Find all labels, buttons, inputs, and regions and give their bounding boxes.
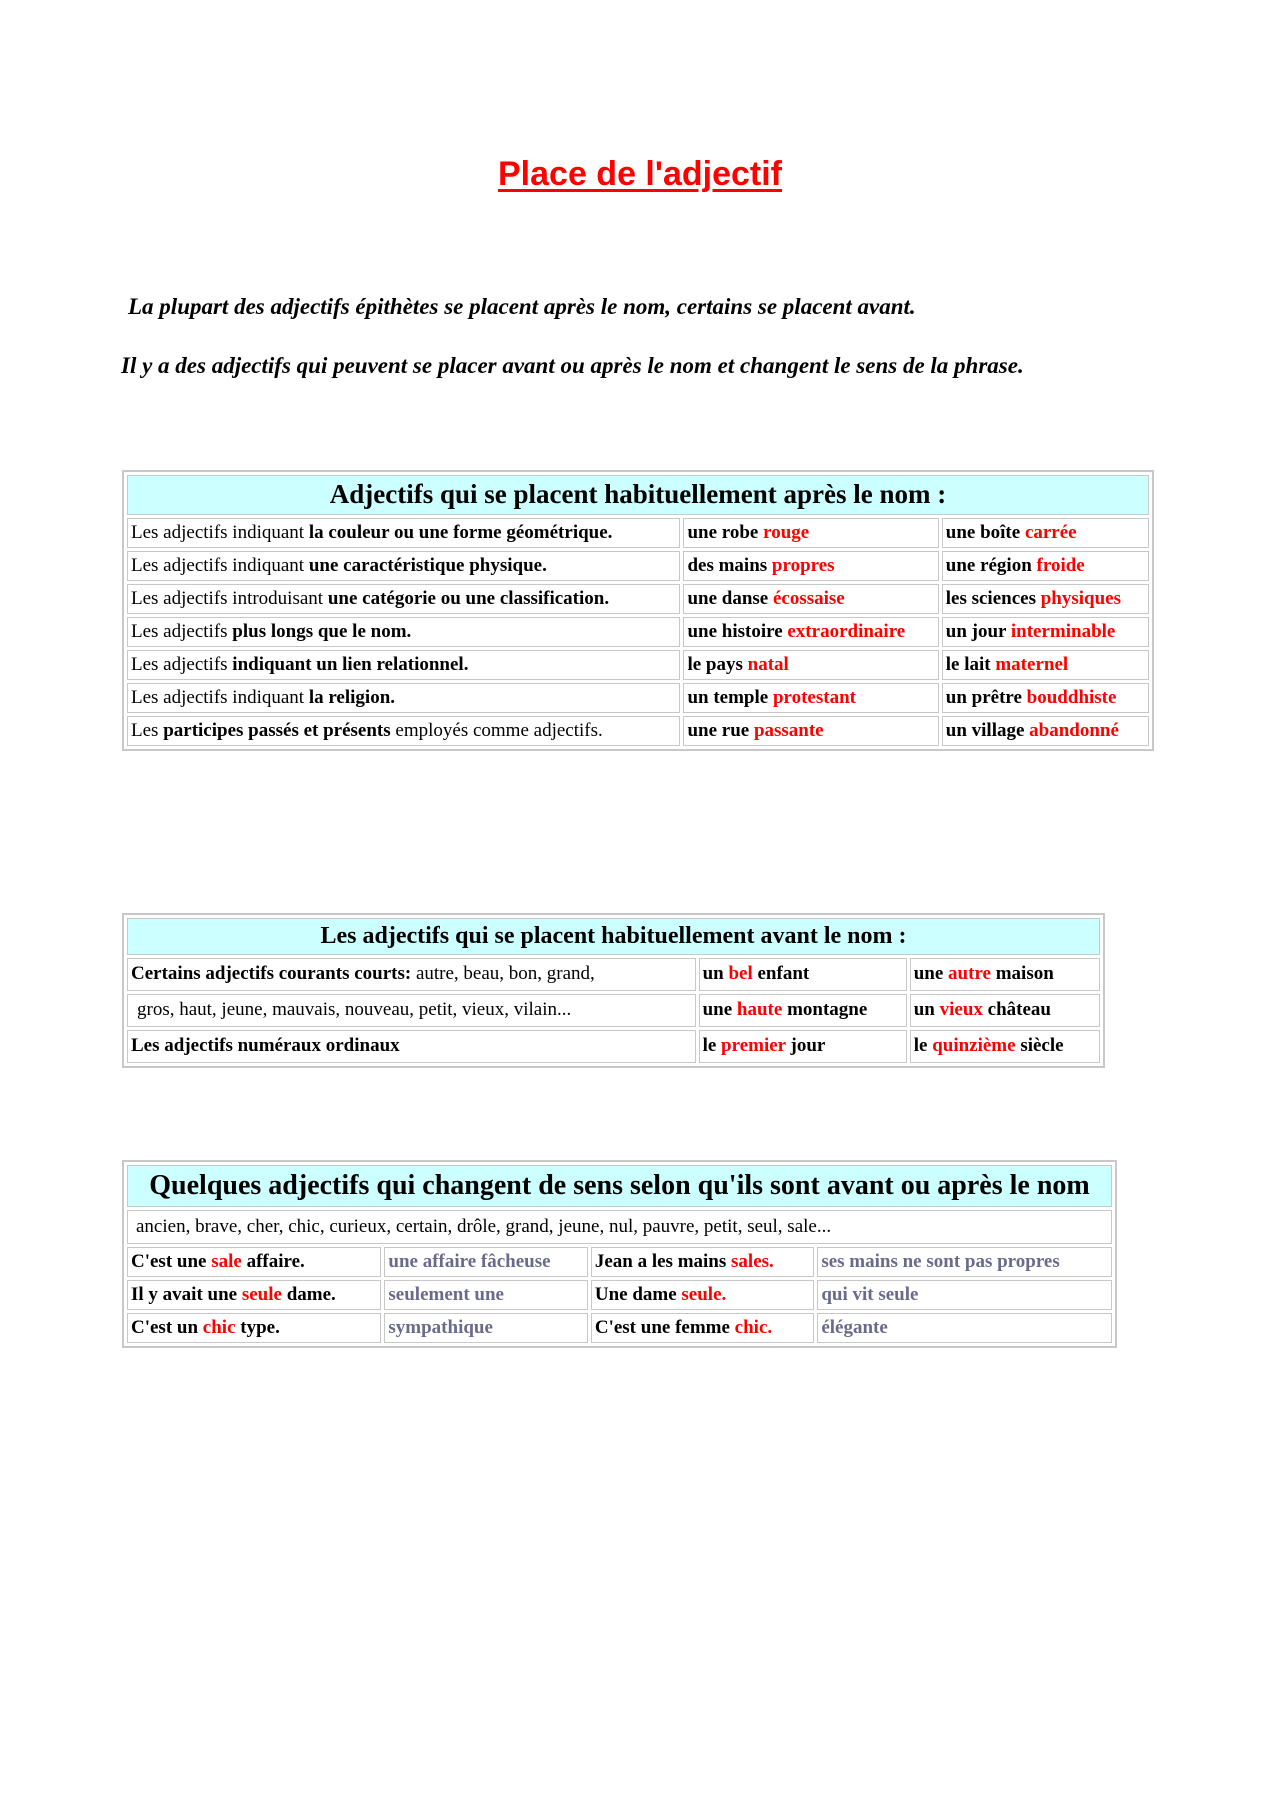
example-adjective: bel — [728, 963, 753, 985]
example-adjective: maternel — [995, 653, 1069, 675]
table-row — [127, 1313, 1112, 1343]
example-pre: Jean a les mains — [594, 1250, 732, 1272]
example-pre: un — [913, 999, 940, 1021]
table-row — [127, 551, 1149, 581]
example-post: château — [982, 999, 1051, 1021]
example-adjective: carrée — [1024, 521, 1077, 543]
table-row — [127, 617, 1149, 647]
meaning-change-table — [122, 1160, 1117, 1348]
rule-text: gros, haut, jeune, mauvais, nouveau, petit, vieux, vilain... — [137, 999, 572, 1021]
example-pre: C'est un — [131, 1316, 203, 1338]
example-pre: Il y avait une — [131, 1283, 242, 1305]
example-cell — [910, 958, 1100, 991]
example-cell — [127, 1247, 381, 1277]
example-cell — [942, 617, 1149, 647]
page-title: Place de l'adjectif — [498, 155, 782, 193]
rule-bold: Les adjectifs numéraux ordinaux — [131, 1035, 400, 1057]
example-adjective: quinzième — [932, 1035, 1016, 1057]
example-cell — [942, 551, 1149, 581]
table-row — [127, 650, 1149, 680]
example-cell — [942, 683, 1149, 713]
example-pre: une — [913, 963, 949, 985]
rule-cell — [127, 617, 680, 647]
rule-bold: la couleur ou une forme géométrique. — [308, 521, 613, 543]
example-pre: un — [702, 963, 729, 985]
adjective-list-row — [127, 1210, 1112, 1244]
example-adjective: bouddhiste — [1026, 686, 1117, 708]
rule-cell — [127, 683, 680, 713]
rule-bold: plus longs que le nom. — [232, 620, 412, 642]
rule-cell — [127, 551, 680, 581]
example-pre: C'est une — [131, 1250, 212, 1272]
table-row — [127, 1280, 1112, 1310]
example-cell — [683, 584, 938, 614]
example-cell — [127, 1280, 381, 1310]
rule-bold: une caractéristique physique. — [308, 554, 547, 576]
example-noun: une histoire — [687, 620, 788, 642]
example-adjective: premier — [721, 1035, 786, 1057]
example-cell — [591, 1247, 814, 1277]
rule-bold: une catégorie ou une classification. — [327, 587, 610, 609]
example-cell — [699, 1030, 907, 1063]
example-adjective: froide — [1036, 554, 1085, 576]
rule-text: Les — [131, 719, 164, 741]
rule-cell — [127, 650, 680, 680]
rule-cell — [127, 716, 680, 746]
example-noun: des mains — [687, 554, 772, 576]
table-row — [127, 584, 1149, 614]
table-row — [127, 994, 1100, 1027]
rule-cell — [127, 584, 680, 614]
example-post: jour — [785, 1035, 826, 1057]
example-adjective: écossaise — [772, 587, 845, 609]
example-post: type. — [235, 1316, 280, 1338]
table-row — [127, 716, 1149, 746]
table-header-row — [127, 918, 1100, 955]
example-pre: C'est une femme — [594, 1316, 735, 1338]
example-pre: le — [702, 1035, 722, 1057]
table-row — [127, 518, 1149, 548]
table-row — [127, 1030, 1100, 1063]
meaning-cell: sympathique — [384, 1313, 587, 1343]
table-heading: Quelques adjectifs qui changent de sens selon qu'ils sont avant ou après le nom — [127, 1165, 1112, 1207]
example-noun: une boîte — [945, 521, 1025, 543]
table-header-row — [127, 1165, 1112, 1207]
meaning-cell: ses mains ne sont pas propres — [817, 1247, 1112, 1277]
rule-cell — [127, 1030, 696, 1063]
example-cell — [591, 1280, 814, 1310]
intro-paragraph: Il y a des adjectifs qui peuvent se placer avant ou après le nom et changent le sens de la phrase. — [121, 353, 1024, 378]
rule-bold: Certains adjectifs courants courts: — [131, 963, 412, 985]
example-cell — [942, 584, 1149, 614]
example-cell — [683, 650, 938, 680]
example-noun: le pays — [687, 653, 748, 675]
rule-cell — [127, 994, 696, 1027]
rule-text: Les adjectifs — [131, 653, 233, 675]
example-noun: une danse — [687, 587, 773, 609]
example-cell — [683, 518, 938, 548]
rule-cell — [127, 518, 680, 548]
example-adjective: physiques — [1040, 587, 1122, 609]
example-pre: le — [913, 1035, 933, 1057]
meaning-cell: élégante — [817, 1313, 1112, 1343]
example-post: montagne — [782, 999, 868, 1021]
example-pre: Une dame — [594, 1283, 682, 1305]
example-cell — [942, 716, 1149, 746]
rule-bold: participes passés et présents — [163, 719, 391, 741]
rule-text: Les adjectifs indiquant — [131, 554, 309, 576]
example-post: maison — [990, 963, 1054, 985]
example-noun: un temple — [687, 686, 773, 708]
example-noun: les sciences — [945, 587, 1041, 609]
example-cell — [699, 958, 907, 991]
example-post: siècle — [1015, 1035, 1064, 1057]
example-adjective: seule. — [681, 1283, 727, 1305]
example-adjective: haute — [736, 999, 783, 1021]
rule-text: employés comme adjectifs. — [390, 719, 603, 741]
rule-text: Les adjectifs introduisant — [131, 587, 328, 609]
example-pre: une — [702, 999, 737, 1021]
example-adjective: abandonné — [1029, 719, 1119, 741]
example-adjective: propres — [771, 554, 835, 576]
example-noun: un prêtre — [945, 686, 1027, 708]
example-noun: une rue — [687, 719, 754, 741]
example-adjective: sales. — [731, 1250, 774, 1272]
after-noun-table — [122, 470, 1154, 751]
meaning-cell: seulement une — [384, 1280, 587, 1310]
example-post: enfant — [752, 963, 810, 985]
rule-bold: la religion. — [308, 686, 396, 708]
rule-bold: indiquant un lien relationnel. — [232, 653, 469, 675]
example-cell — [942, 650, 1149, 680]
table-header-row — [127, 475, 1149, 515]
example-cell — [683, 617, 938, 647]
table-heading: Les adjectifs qui se placent habituellement avant le nom : — [127, 918, 1100, 955]
adjective-list: ancien, brave, cher, chic, curieux, certain, drôle, grand, jeune, nul, pauvre, petit, seul, sale... — [127, 1210, 1112, 1244]
example-adjective: chic — [202, 1316, 236, 1338]
example-adjective: chic. — [734, 1316, 773, 1338]
rule-cell — [127, 958, 696, 991]
example-noun: un jour — [945, 620, 1011, 642]
example-adjective: passante — [753, 719, 824, 741]
example-noun: une région — [945, 554, 1037, 576]
example-noun: une robe — [687, 521, 764, 543]
rule-text: autre, beau, bon, grand, — [411, 963, 595, 985]
table-row — [127, 683, 1149, 713]
meaning-cell: qui vit seule — [817, 1280, 1112, 1310]
meaning-cell: une affaire fâcheuse — [384, 1247, 587, 1277]
example-noun: un village — [945, 719, 1030, 741]
table-heading: Adjectifs qui se placent habituellement après le nom : — [127, 475, 1149, 515]
example-cell — [127, 1313, 381, 1343]
example-cell — [910, 994, 1100, 1027]
rule-text: Les adjectifs indiquant — [131, 521, 309, 543]
table-row — [127, 958, 1100, 991]
example-adjective: protestant — [772, 686, 856, 708]
example-noun: le lait — [945, 653, 996, 675]
example-adjective: vieux — [939, 999, 983, 1021]
table-row — [127, 1247, 1112, 1277]
example-post: affaire. — [241, 1250, 305, 1272]
example-cell — [683, 716, 938, 746]
example-adjective: extraordinaire — [787, 620, 906, 642]
example-cell — [699, 994, 907, 1027]
example-cell — [942, 518, 1149, 548]
example-post: dame. — [281, 1283, 336, 1305]
example-adjective: rouge — [763, 521, 810, 543]
example-adjective: seule — [241, 1283, 282, 1305]
example-adjective: autre — [948, 963, 991, 985]
example-cell — [683, 683, 938, 713]
example-adjective: sale — [211, 1250, 242, 1272]
example-cell — [910, 1030, 1100, 1063]
rule-text: Les adjectifs indiquant — [131, 686, 309, 708]
example-cell — [683, 551, 938, 581]
example-adjective: natal — [747, 653, 789, 675]
example-adjective: interminable — [1010, 620, 1116, 642]
intro-paragraph: La plupart des adjectifs épithètes se placent après le nom, certains se placent avant. — [128, 294, 916, 319]
example-cell — [591, 1313, 814, 1343]
rule-text: Les adjectifs — [131, 620, 233, 642]
before-noun-table — [122, 913, 1105, 1068]
